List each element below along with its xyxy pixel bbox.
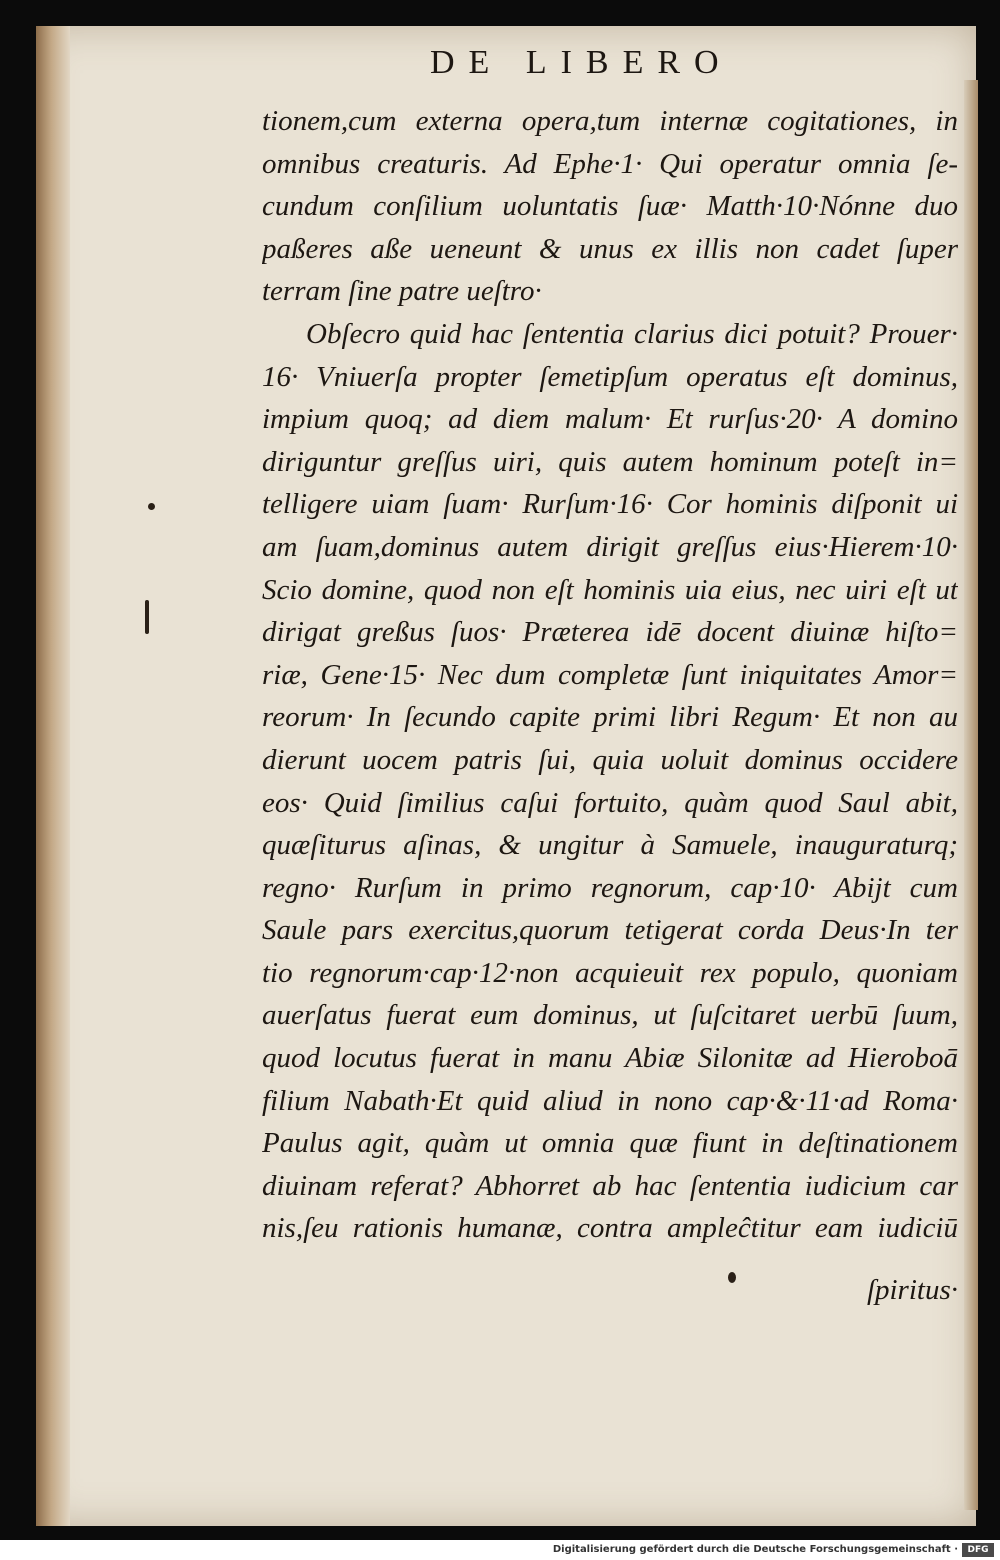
text-line: cundum conſilium uoluntatis ſuæ· Matth·10·Nónne duo — [262, 190, 958, 223]
text-line: eos· Quid ſimilius caſui fortuito, quàm quod Saul abit, — [262, 786, 958, 819]
text-line: Paulus agit, quàm ut omnia quæ fiunt in deſtinationem — [262, 1127, 958, 1160]
catchword: ſpiritus· — [866, 1274, 958, 1306]
text-line: tio regnorum·cap·12·non acquieuit rex populo, quoniam — [262, 956, 958, 989]
text-line: riæ, Gene·15· Nec dum completæ ſunt iniquitates Amor= — [262, 658, 958, 691]
text-line: tionem,cum externa opera,tum internæ cogitationes, in — [262, 105, 958, 137]
text-line: Obſecro quid hac ſententia clarius dici potuit? Prouer· — [306, 317, 958, 350]
text-line: impium quoq; ad diem malum· Et rurſus·20· A domino — [262, 403, 958, 436]
text-line: filium Nabath·Et quid aliud in nono cap·&·11·ad Roma· — [262, 1084, 958, 1117]
text-line: auerſatus fuerat eum dominus, ut ſuſcitaret uerbū ſuum, — [262, 999, 958, 1032]
text-line: Saule pars exercitus,quorum tetigerat corda Deus·In ter — [262, 914, 958, 947]
text-line: am ſuam,dominus autem dirigit greſſus eius·Hierem·10· — [262, 530, 958, 563]
text-line: dierunt uocem patris ſui, quia uoluit dominus occidere — [262, 743, 958, 776]
text-line: omnibus creaturis. Ad Ephe·1· Qui operatur omnia ſe- — [262, 147, 958, 180]
text-line: reorum· In ſecundo capite primi libri Regum· Et non au — [262, 701, 958, 734]
text-line: quæſiturus aſinas, & ungitur à Samuele, inauguraturq; — [262, 829, 958, 862]
text-line: dirigat greßus ſuos· Præterea idē docent diuinæ hiſto= — [262, 616, 958, 649]
text-line: telligere uiam ſuam· Rurſum·16· Cor hominis diſponit ui — [262, 488, 958, 521]
text-line: diuinam referat? Abhorret ab hac ſententia iudicium car — [262, 1169, 958, 1202]
text-line: diriguntur greſſus uiri, quis autem hominum poteſt in= — [262, 445, 958, 478]
body-text — [262, 100, 958, 1250]
text-line: paßeres aße ueneunt & unus ex illis non cadet ſuper — [262, 232, 958, 265]
text-line: regno· Rurſum in primo regnorum, cap·10· Abijt cum — [262, 871, 958, 904]
text-line: quod locutus fuerat in manu Abiæ Silonitæ ad Hieroboā — [262, 1042, 958, 1075]
running-head: DE LIBERO — [430, 44, 733, 81]
text-line: 16· Vniuerſa propter ſemetipſum operatus eſt dominus, — [262, 360, 958, 393]
text-line: Scio domine, quod non eſt hominis uia eius, nec uiri eſt ut — [262, 573, 958, 606]
text-line: nis,ſeu rationis humanæ, contra ampleĉtitur eam iudiciū — [262, 1212, 958, 1245]
page-edge — [964, 80, 978, 1510]
page-gutter — [36, 26, 70, 1526]
dfg-logo-icon: DFG — [962, 1543, 994, 1557]
footer-credit: Digitalisierung gefördert durch die Deutsche Forschungsgemeinschaft · — [552, 1544, 958, 1555]
ink-spot — [728, 1272, 736, 1283]
text-line: terram ſine patre ueſtro· — [262, 275, 542, 308]
ink-spot — [145, 600, 149, 634]
ink-spot — [148, 503, 155, 510]
